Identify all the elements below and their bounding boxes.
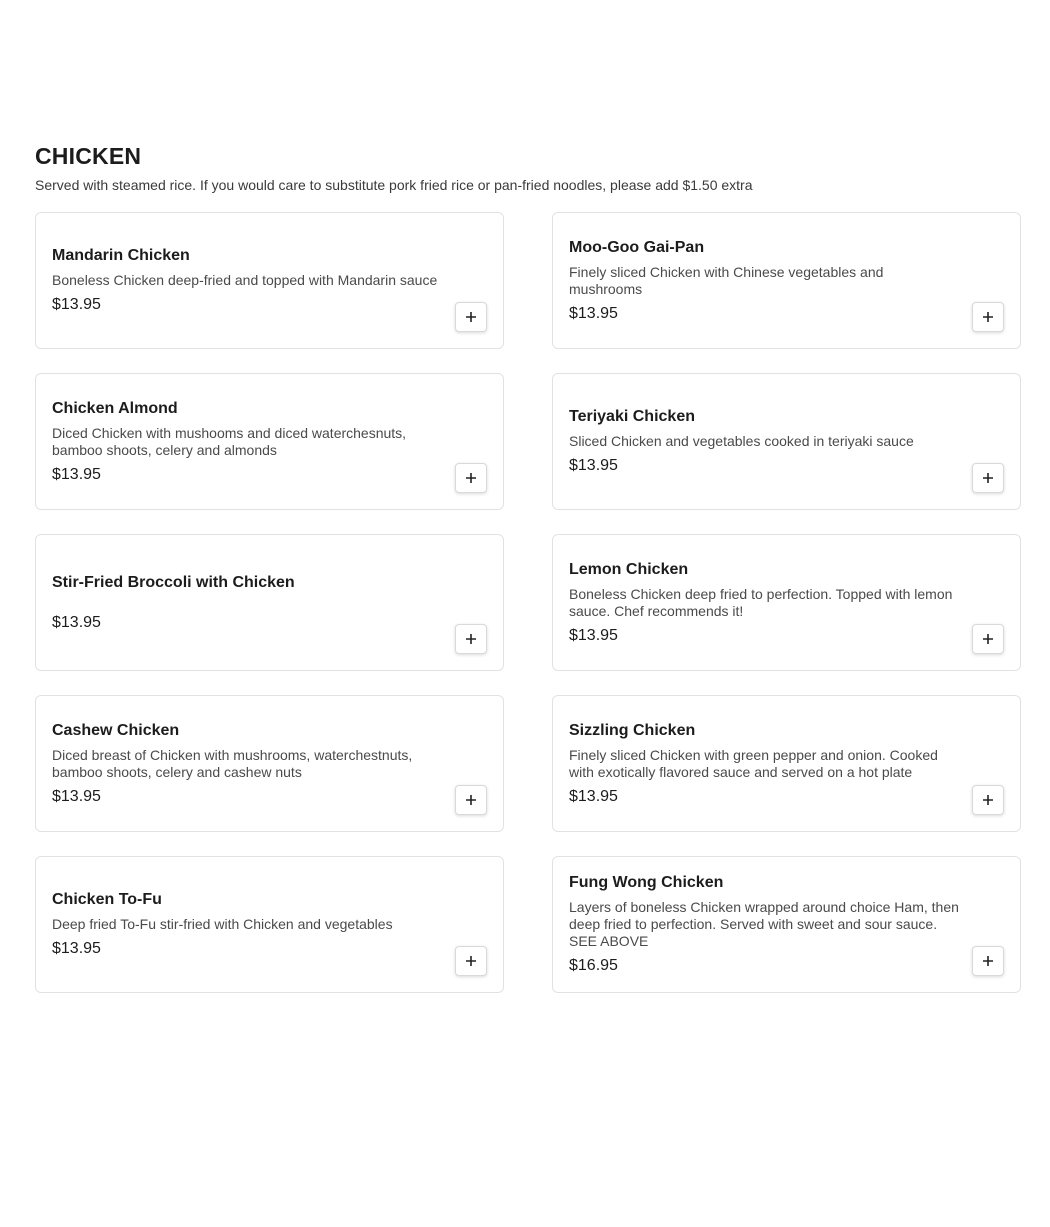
item-description: Boneless Chicken deep fried to perfection. Topped with lemon sauce. Chef recommends it!	[569, 585, 953, 619]
plus-icon	[465, 311, 477, 323]
menu-section-header	[35, 141, 1021, 194]
item-price: $13.95	[52, 465, 101, 483]
add-item-button[interactable]	[455, 302, 487, 332]
menu-items-grid	[35, 212, 1021, 993]
plus-icon	[465, 633, 477, 645]
plus-icon	[982, 472, 994, 484]
menu-item-card[interactable]	[35, 212, 504, 349]
menu-item-card[interactable]	[552, 856, 1021, 993]
item-name: Chicken To-Fu	[52, 891, 162, 908]
item-price: $13.95	[52, 613, 101, 631]
menu-item-card[interactable]	[552, 373, 1021, 510]
item-description: Sliced Chicken and vegetables cooked in teriyaki sauce	[569, 433, 914, 449]
item-description: Layers of boneless Chicken wrapped around choice Ham, then deep fried to perfection. Served with sweet and sour sauce. SEE ABOVE	[569, 899, 959, 949]
add-item-button[interactable]	[455, 785, 487, 815]
plus-icon	[465, 472, 477, 484]
item-description: Diced breast of Chicken with mushrooms, waterchestnuts, bamboo shoots, celery and cashew nuts	[52, 746, 413, 780]
item-price: $13.95	[569, 304, 618, 322]
item-name: Mandarin Chicken	[52, 247, 190, 264]
menu-item-card[interactable]	[35, 695, 504, 832]
item-name: Fung Wong Chicken	[569, 874, 724, 891]
menu-item-card[interactable]	[552, 695, 1021, 832]
menu-item-card[interactable]	[35, 856, 504, 993]
plus-icon	[982, 633, 994, 645]
add-item-button[interactable]	[972, 302, 1004, 332]
plus-icon	[465, 955, 477, 967]
item-price: $13.95	[52, 940, 101, 957]
item-description: Finely sliced Chicken with Chinese vegetables and mushrooms	[569, 263, 884, 297]
menu-item-card[interactable]	[35, 534, 504, 671]
item-price: $13.95	[52, 787, 101, 805]
item-name: Sizzling Chicken	[569, 721, 696, 739]
item-name: Teriyaki Chicken	[569, 408, 695, 425]
section-title: CHICKEN	[35, 143, 142, 169]
item-name: Moo-Goo Gai-Pan	[569, 238, 705, 256]
plus-icon	[982, 311, 994, 323]
plus-icon	[982, 955, 994, 967]
menu-item-card[interactable]	[552, 212, 1021, 349]
item-price: $13.95	[52, 296, 101, 313]
add-item-button[interactable]	[972, 946, 1004, 976]
plus-icon	[982, 794, 994, 806]
add-item-button[interactable]	[972, 463, 1004, 493]
item-name: Stir-Fried Broccoli with Chicken	[52, 573, 295, 591]
item-description: Diced Chicken with mushooms and diced waterchesnuts, bamboo shoots, celery and almonds	[52, 424, 407, 458]
add-item-button[interactable]	[455, 624, 487, 654]
item-price: $13.95	[569, 626, 618, 644]
item-price: $13.95	[569, 457, 618, 474]
item-name: Chicken Almond	[52, 399, 178, 417]
add-item-button[interactable]	[972, 785, 1004, 815]
item-description: Boneless Chicken deep-fried and topped with Mandarin sauce	[52, 272, 438, 288]
item-price: $13.95	[569, 787, 618, 805]
add-item-button[interactable]	[455, 463, 487, 493]
menu-item-card[interactable]	[552, 534, 1021, 671]
add-item-button[interactable]	[455, 946, 487, 976]
section-description: Served with steamed rice. If you would care to substitute pork fried rice or pan-fried noodles, please add $1.50 extra	[35, 177, 753, 193]
item-price: $16.95	[569, 957, 618, 974]
plus-icon	[465, 794, 477, 806]
item-name: Cashew Chicken	[52, 721, 180, 739]
item-name: Lemon Chicken	[569, 560, 689, 578]
item-description: Deep fried To-Fu stir-fried with Chicken and vegetables	[52, 916, 393, 932]
item-description: Finely sliced Chicken with green pepper and onion. Cooked with exotically flavored sauce and served on a hot plate	[569, 746, 938, 780]
item-description	[52, 599, 443, 607]
menu-item-card[interactable]	[35, 373, 504, 510]
add-item-button[interactable]	[972, 624, 1004, 654]
